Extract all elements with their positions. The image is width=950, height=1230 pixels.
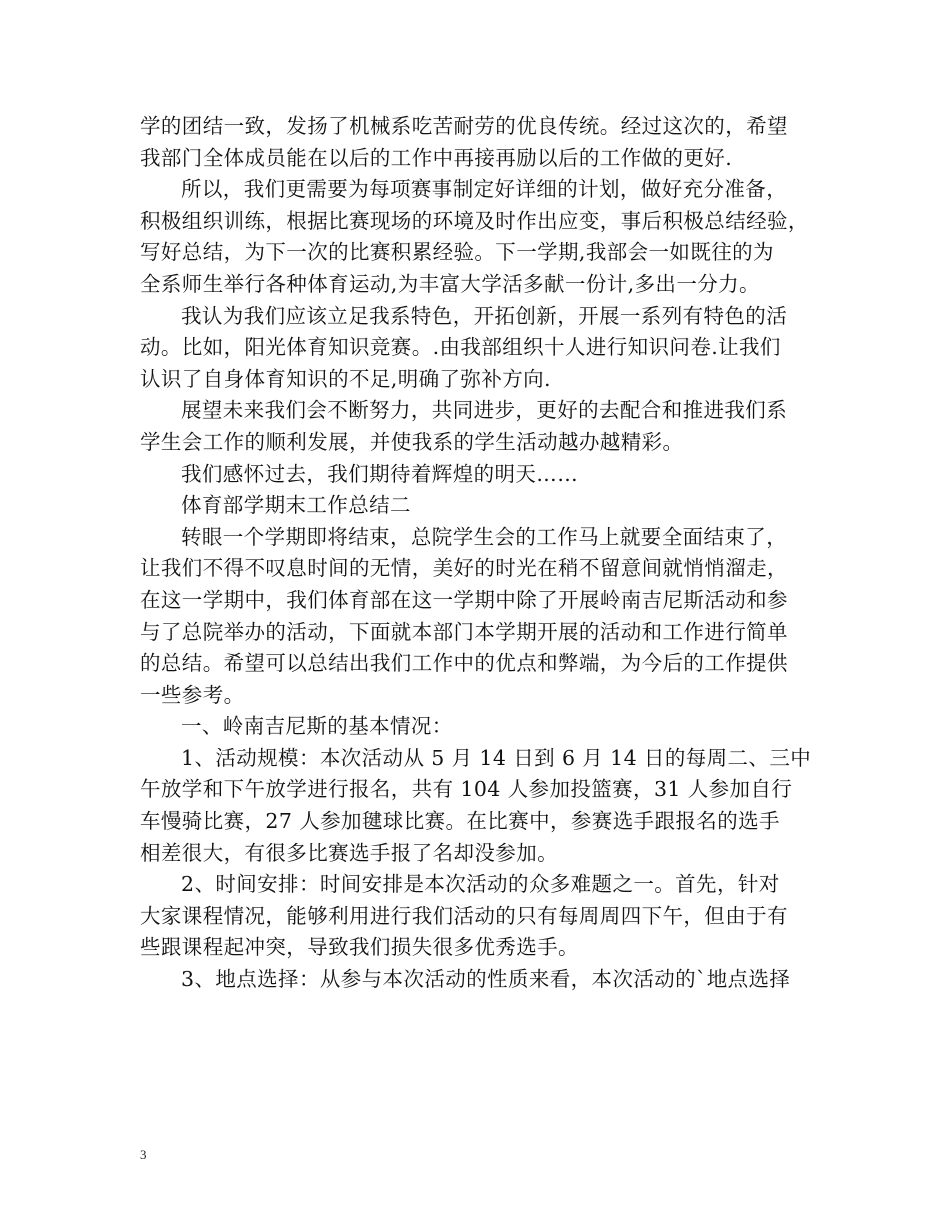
text-line: 午放学和下午放学进行报名，共有 104 人参加投篮赛，31 人参加自行: [140, 777, 793, 802]
text-line: 2、时间安排：时间安排是本次活动的众多难题之一。首先，针对: [181, 872, 780, 897]
text-line: 3、地点选择：从参与本次活动的性质来看，本次活动的`地点选择: [181, 967, 791, 992]
page-number: 3: [140, 1147, 147, 1162]
text-line: 相差很大，有很多比赛选手报了名却没参加。: [140, 840, 558, 865]
text-line: 我认为我们应该立足我系特色，开拓创新，开展一系列有特色的活: [181, 303, 788, 328]
text-line: 体育部学期末工作总结二: [181, 493, 411, 518]
text-line: 认识了自身体育知识的不足,明确了弥补方向.: [140, 366, 551, 391]
text-line: 大家课程情况，能够利用进行我们活动的只有每周周四下午，但由于有: [140, 903, 788, 928]
text-line: 转眼一个学期即将结束，总院学生会的工作马上就要全面结束了，: [181, 524, 788, 549]
text-line: 1、活动规模：本次活动从 5 月 14 日到 6 月 14 日的每周二、三中: [181, 745, 812, 770]
text-line: 积极组织训练，根据比赛现场的环境及时作出应变，事后积极总结经验，: [140, 208, 809, 233]
text-line: 写好总结，为下一次的比赛积累经验。下一学期,我部会一如既往的为: [140, 240, 774, 265]
text-line: 学生会工作的顺利发展，并使我系的学生活动越办越精彩。: [140, 429, 684, 454]
text-line: 在这一学期中，我们体育部在这一学期中除了开展岭南吉尼斯活动和参: [140, 587, 788, 612]
text-line: 与了总院举办的活动，下面就本部门本学期开展的活动和工作进行简单: [140, 619, 788, 644]
text-line: 我们感怀过去，我们期待着辉煌的明天……: [181, 461, 579, 486]
text-line: 让我们不得不叹息时间的无情，美好的时光在稍不留意间就悄悄溜走，: [140, 556, 788, 581]
text-line: 学的团结一致，发扬了机械系吃苦耐劳的优良传统。经过这次的，希望: [140, 114, 788, 138]
document-body: [140, 111, 815, 996]
text-line: 一、岭南吉尼斯的基本情况：: [181, 714, 453, 739]
text-line: 些跟课程起冲突，导致我们损失很多优秀选手。: [140, 935, 579, 960]
text-line: 一些参考。: [140, 682, 245, 707]
text-line: 全系师生举行各种体育运动,为丰富大学活多献一份计,多出一分力。: [140, 271, 760, 296]
text-line: 展望未来我们会不断努力，共同进步，更好的去配合和推进我们系: [181, 398, 788, 423]
text-line: 车慢骑比赛，27 人参加毽球比赛。在比赛中，参赛选手跟报名的选手: [140, 809, 780, 834]
text-line: 的总结。希望可以总结出我们工作中的优点和弊端，为今后的工作提供: [140, 651, 788, 676]
text-line: 动。比如，阳光体育知识竞赛。.由我部组织十人进行知识问卷.让我们: [140, 335, 781, 360]
text-line: 我部门全体成员能在以后的工作中再接再励以后的工作做的更好.: [140, 145, 733, 170]
text-line: 所以，我们更需要为每项赛事制定好详细的计划，做好充分准备，: [181, 177, 788, 202]
